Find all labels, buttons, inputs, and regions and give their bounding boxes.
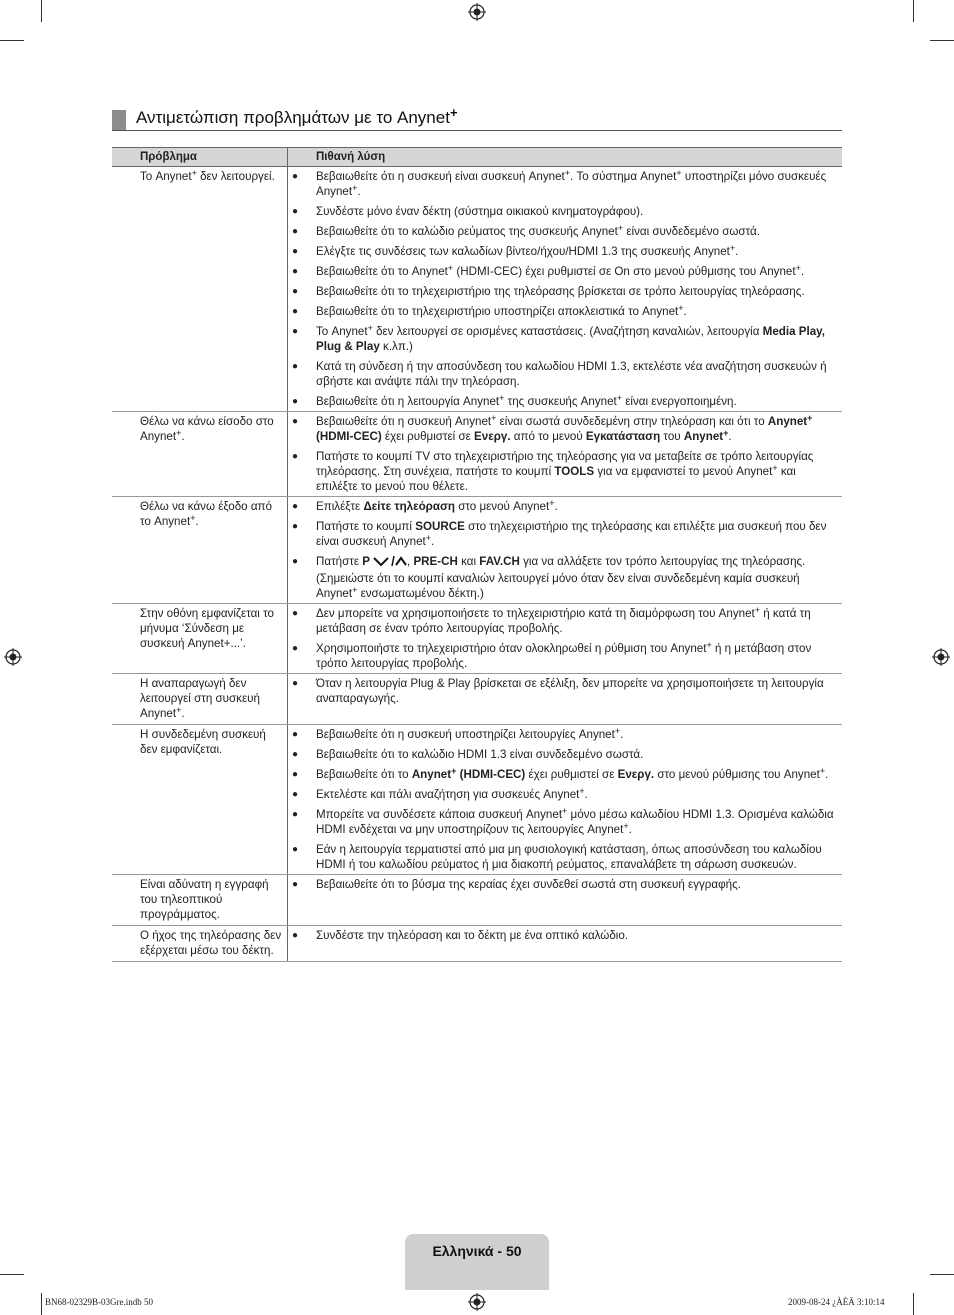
table-row — [112, 674, 842, 725]
list-item: ● Χρησιμοποιήστε το τηλεχειριστήριο όταν ολοκληρωθεί η ρύθμιση του Anynet+ ή η μετάβαση στον τρόπο λειτουργίας προβολής. — [288, 641, 840, 671]
crop-mark — [930, 1274, 954, 1275]
registration-mark-icon — [932, 648, 950, 666]
channel-down-up-arrows-icon — [373, 555, 407, 571]
list-item: ● Συνδέστε μόνο έναν δέκτη (σύστημα οικιακού κινηματογράφου). — [288, 204, 840, 219]
table-row — [112, 926, 842, 962]
registration-mark-icon — [468, 1293, 486, 1311]
page-number: Ελληνικά - 50 — [432, 1243, 522, 1259]
solution-list — [288, 414, 840, 494]
list-item: ● Βεβαιωθείτε ότι το τηλεχειριστήριο υποστηρίζει αποκλειστικά το Anynet+. — [288, 304, 840, 319]
section-heading — [112, 105, 842, 131]
solution-list — [288, 606, 840, 671]
troubleshooting-table — [112, 147, 842, 962]
column-header-solution: Πιθανή λύση — [288, 148, 843, 167]
section-title: Αντιμετώπιση προβλημάτων με το Anynet+ — [136, 105, 458, 127]
solution-cell — [288, 926, 843, 962]
column-header-problem: Πρόβλημα — [112, 148, 288, 167]
table-header-row — [112, 148, 842, 167]
problem-cell: Στην οθόνη εμφανίζεται το μήνυμα ‘Σύνδεση με συσκευή Anynet+...’. — [112, 604, 288, 674]
solution-cell — [288, 412, 843, 497]
problem-cell: Το Anynet+ δεν λειτουργεί. — [112, 167, 288, 412]
list-item: ● Πατήστε το κουμπί TV στο τηλεχειριστήριο της τηλεόρασης για να μεταβείτε σε τρόπο λειτουργίας τηλεόρασης. Στη συνέχεια, πατήστε το κουμπί TOOLS για να εμφανιστεί το μενού Anynet+ και επιλέξτε το μενού που θέλετε. — [288, 449, 840, 494]
crop-mark — [0, 1274, 24, 1275]
solution-cell — [288, 725, 843, 875]
list-item: ● Βεβαιωθείτε ότι η συσκευή Anynet+ είναι σωστά συνδεδεμένη στην τηλεόραση και ότι το Anynet+ (HDMI-CEC) έχει ρυθμιστεί σε Ενεργ. από το μενού Εγκατάσταση του Anynet+. — [288, 414, 840, 444]
list-item: ● Βεβαιωθείτε ότι η λειτουργία Anynet+ της συσκευής Anynet+ είναι ενεργοποιημένη. — [288, 394, 840, 409]
problem-cell: Θέλω να κάνω είσοδο στο Anynet+. — [112, 412, 288, 497]
table-row — [112, 412, 842, 497]
page-number-tab — [405, 1234, 549, 1290]
solution-cell — [288, 674, 843, 725]
problem-cell: Η συνδεδεμένη συσκευή δεν εμφανίζεται. — [112, 725, 288, 875]
problem-cell: Θέλω να κάνω έξοδο από το Anynet+. — [112, 497, 288, 604]
footer-timestamp: 2009-08-24 ¿ÀÈÄ 3:10:14 — [788, 1297, 885, 1307]
crop-mark — [930, 40, 954, 41]
list-item: ● Δεν μπορείτε να χρησιμοποιήσετε το τηλεχειριστήριο κατά τη διαμόρφωση του Anynet+ ή κατά τη μετάβαση σε έναν τρόπο λειτουργίας προβολής. — [288, 606, 840, 636]
list-item: ● Βεβαιωθείτε ότι το Anynet+ (HDMI-CEC) έχει ρυθμιστεί σε On στο μενού ρύθμισης του Anynet+. — [288, 264, 840, 279]
list-item: ● Εκτελέστε και πάλι αναζήτηση για συσκευές Anynet+. — [288, 787, 840, 802]
list-item: ● Βεβαιωθείτε ότι το τηλεχειριστήριο της τηλεόρασης βρίσκεται σε τρόπο λειτουργίας τηλεόρασης. — [288, 284, 840, 299]
problem-cell: Είναι αδύνατη η εγγραφή του τηλεοπτικού προγράμματος. — [112, 875, 288, 926]
list-item: ● Βεβαιωθείτε ότι η συσκευή είναι συσκευή Anynet+. Το σύστημα Anynet+ υποστηρίζει μόνο συσκευές Anynet+. — [288, 169, 840, 199]
list-item: ● Βεβαιωθείτε ότι το καλώδιο ρεύματος της συσκευής Anynet+ είναι συνδεδεμένο σωστά. — [288, 224, 840, 239]
solution-cell — [288, 875, 843, 926]
list-item: ● Πατήστε το κουμπί SOURCE στο τηλεχειριστήριο της τηλεόρασης και επιλέξτε μια συσκευή που δεν είναι συσκευή Anynet+. — [288, 519, 840, 549]
list-item: ● Βεβαιωθείτε ότι το βύσμα της κεραίας έχει συνδεθεί σωστά στη συσκευή εγγραφής. — [288, 877, 840, 892]
table-row — [112, 875, 842, 926]
list-item: ● Πατήστε P , PRE-CH και FAV.CH για να αλλάξετε τον τρόπο λειτουργίας της τηλεόρασης. (Σημειώστε ότι το κουμπί καναλιών λειτουργεί μόνο όταν δεν είναι συνδεδεμένη καμία συσκευή Anynet+ ενσωματωμένου δέκτη.) — [288, 554, 840, 601]
footer-file: BN68-02329B-03Gre.indb 50 — [45, 1297, 153, 1307]
heading-bar — [112, 110, 126, 130]
registration-mark-icon — [4, 648, 22, 666]
crop-mark — [41, 1293, 42, 1315]
registration-mark-icon — [468, 3, 486, 21]
list-item: ● Συνδέστε την τηλεόραση και το δέκτη με ένα οπτικό καλώδιο. — [288, 928, 840, 943]
solution-list — [288, 877, 840, 892]
solution-list — [288, 928, 840, 943]
solution-list — [288, 727, 840, 872]
list-item: ● Βεβαιωθείτε ότι η συσκευή υποστηρίζει λειτουργίες Anynet+. — [288, 727, 840, 742]
solution-list — [288, 169, 840, 409]
list-item: ● Ελέγξτε τις συνδέσεις των καλωδίων βίντεο/ήχου/HDMI 1.3 της συσκευής Anynet+. — [288, 244, 840, 259]
table-body — [112, 167, 842, 962]
solution-cell — [288, 167, 843, 412]
crop-mark — [913, 1293, 914, 1315]
solution-cell — [288, 497, 843, 604]
list-item: ● Μπορείτε να συνδέσετε κάποια συσκευή Anynet+ μόνο μέσω καλωδίου HDMI 1.3. Ορισμένα καλώδια HDMI ενδέχεται να μην υποστηρίζουν τις λειτουργίες Anynet+. — [288, 807, 840, 837]
problem-cell: Η αναπαραγωγή δεν λειτουργεί στη συσκευή Anynet+. — [112, 674, 288, 725]
table-row — [112, 604, 842, 674]
solution-list — [288, 676, 840, 706]
solution-cell — [288, 604, 843, 674]
problem-cell: Ο ήχος της τηλεόρασης δεν εξέρχεται μέσω του δέκτη. — [112, 926, 288, 962]
list-item: ● Βεβαιωθείτε ότι το Anynet+ (HDMI-CEC) έχει ρυθμιστεί σε Ενεργ. στο μενού ρύθμισης του Anynet+. — [288, 767, 840, 782]
list-item: ● Όταν η λειτουργία Plug & Play βρίσκεται σε εξέλιξη, δεν μπορείτε να χρησιμοποιήσετε τη λειτουργία αναπαραγωγής. — [288, 676, 840, 706]
list-item: ● Το Anynet+ δεν λειτουργεί σε ορισμένες καταστάσεις. (Αναζήτηση καναλιών, λειτουργία Media Play, Plug & Play κ.λπ.) — [288, 324, 840, 354]
table-row — [112, 497, 842, 604]
list-item: ● Κατά τη σύνδεση ή την αποσύνδεση του καλωδίου HDMI 1.3, εκτελέστε νέα αναζήτηση συσκευών ή σβήστε και ανάψτε πάλι την τηλεόραση. — [288, 359, 840, 389]
solution-list — [288, 499, 840, 601]
crop-mark — [913, 0, 914, 22]
list-item: ● Επιλέξτε Δείτε τηλεόραση στο μενού Anynet+. — [288, 499, 840, 514]
crop-mark — [0, 40, 24, 41]
table-row — [112, 167, 842, 412]
list-item: ● Βεβαιωθείτε ότι το καλώδιο HDMI 1.3 είναι συνδεδεμένο σωστά. — [288, 747, 840, 762]
crop-mark — [41, 0, 42, 22]
table-row — [112, 725, 842, 875]
list-item: ● Εάν η λειτουργία τερματιστεί από μια μη φυσιολογική κατάσταση, όπως αποσύνδεση του καλωδίου HDMI ή του καλωδίου ρεύματος ή μια διακοπή ρεύματος, επαναλάβετε τη σάρωση συσκευών. — [288, 842, 840, 872]
